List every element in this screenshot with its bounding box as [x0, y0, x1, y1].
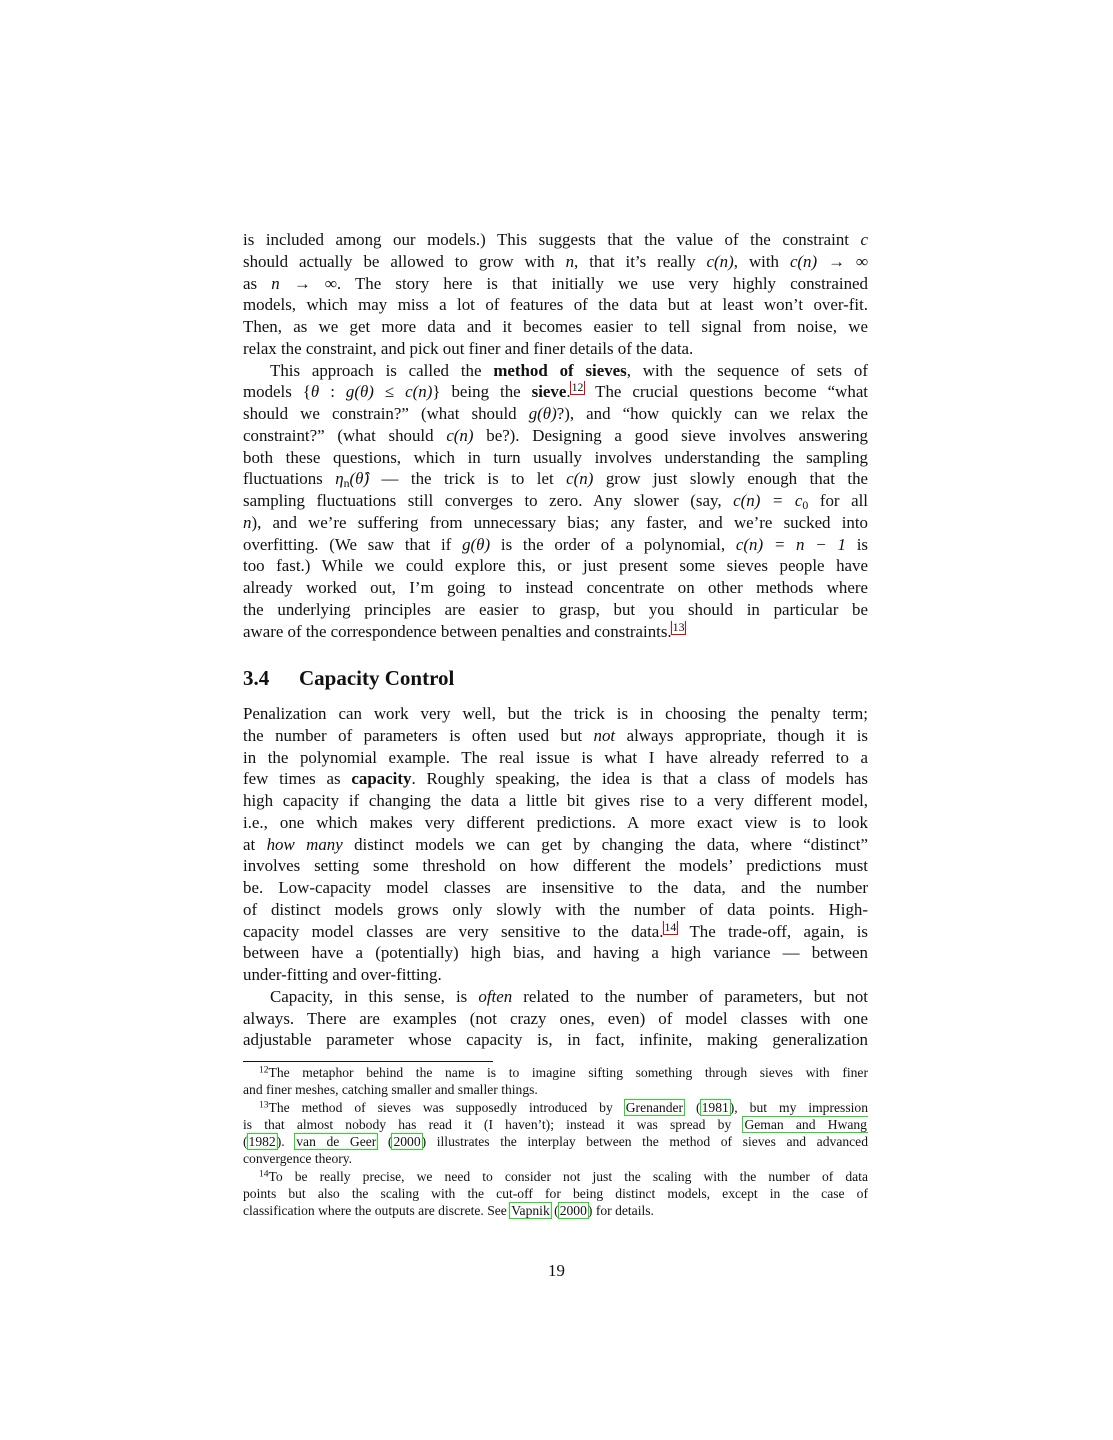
- text-line: [243, 1133, 868, 1150]
- footnote-link[interactable]: 14: [664, 920, 677, 934]
- text-run: , with the sequence of sets of: [626, 360, 868, 380]
- text-line: [243, 447, 868, 469]
- text-run: of distinct models grows only slowly with the number of data points. High-: [243, 899, 868, 919]
- math: c: [860, 230, 868, 249]
- text-run: is that almost nobody has read it (I haven’t); instead it was spread by: [243, 1116, 744, 1132]
- text-line: [243, 1116, 868, 1133]
- text-run: already worked out, I’m going to instead concentrate on other methods where: [243, 578, 868, 597]
- math: η: [335, 469, 344, 489]
- text-run: To be really precise, we need to consider not just the scaling with the number of data: [268, 1168, 868, 1184]
- text-line: [243, 768, 868, 790]
- citation-link[interactable]: 1981: [701, 1099, 729, 1115]
- math: (θ̂): [349, 469, 370, 489]
- text-line: [243, 1081, 868, 1098]
- emphasis: how many: [266, 834, 343, 854]
- text-run: ?), and “how quickly can we relax the: [556, 404, 868, 423]
- bold-term: capacity: [351, 769, 412, 789]
- citation-link[interactable]: Grenander: [625, 1099, 684, 1115]
- text-line: [243, 425, 868, 447]
- text-run: overfitting. (We saw that if: [243, 534, 463, 554]
- text-run: fluctuations: [243, 469, 336, 489]
- text-run: for all: [808, 491, 868, 510]
- text-line: [243, 1029, 868, 1051]
- citation-link[interactable]: 2000: [393, 1134, 421, 1150]
- text-run: both these questions, which in turn usually involves understanding the sampling: [243, 447, 868, 467]
- section-heading: [243, 666, 454, 691]
- text-run: distinct models we can get by changing the data, where “distinct”: [342, 834, 868, 854]
- text-line: [243, 490, 868, 512]
- footnote-number: 14: [259, 1169, 269, 1180]
- text-run: too fast.) While we could explore this, or just present some sieves people have: [243, 556, 868, 576]
- text-line: [243, 468, 868, 490]
- math: n: [243, 512, 252, 532]
- text-line: [243, 338, 868, 360]
- text-run: grow just slowly enough that the: [593, 469, 868, 489]
- text-line: [243, 834, 868, 856]
- math: c(n) = c: [733, 491, 803, 510]
- text-line: [243, 294, 868, 316]
- text-run: is the order of a polynomial,: [490, 534, 736, 554]
- footnote-link[interactable]: 12: [571, 381, 584, 395]
- citation-link[interactable]: Vapnik: [511, 1203, 550, 1219]
- text-run: convergence theory.: [243, 1151, 353, 1167]
- text-run: The crucial questions become “what: [584, 382, 868, 402]
- text-run: aware of the correspondence between penalties and constraints.: [243, 621, 672, 641]
- text-run: Then, as we get more data and it becomes easier to tell signal from noise, we: [243, 317, 868, 336]
- footnote-number: 12: [259, 1065, 269, 1076]
- text-run: Penalization can work very well, but the trick is in choosing the penalty term;: [243, 704, 868, 723]
- text-run: should we constrain?” (what should: [243, 404, 529, 423]
- text-run: involves setting some threshold on how different the models’ predictions must: [243, 856, 868, 876]
- text-run: the number of parameters is often used but: [243, 725, 594, 745]
- text-run: and finer meshes, catching smaller and smaller things.: [243, 1082, 538, 1098]
- text-run: — the trick is to let: [369, 469, 567, 489]
- text-run: Capacity, in this sense, is: [270, 986, 479, 1006]
- text-run: :: [319, 382, 346, 402]
- text-run: ).: [276, 1134, 296, 1150]
- text-run: few times as: [243, 769, 352, 789]
- text-run: models {: [243, 382, 311, 402]
- citation-link[interactable]: Geman and Hwang: [744, 1116, 867, 1132]
- section-number: 3.4: [243, 666, 270, 690]
- text-run: under-fitting and over-fitting.: [243, 965, 442, 984]
- math: g(θ): [462, 534, 491, 554]
- citation-link[interactable]: van de Geer: [296, 1134, 377, 1150]
- text-run: . Roughly speaking, the idea is that a class of models has: [411, 769, 868, 789]
- text-line: [243, 1185, 868, 1202]
- text-line: [243, 1008, 868, 1030]
- text-run: high capacity if changing the data a little bit gives rise to a very different model,: [243, 791, 868, 810]
- text-line: [243, 725, 868, 747]
- text-run: points but also the scaling with the cut-off for being distinct models, except in the case of: [243, 1186, 868, 1202]
- emphasis: often: [478, 986, 513, 1006]
- text-run: The metaphor behind the name is to imagine sifting something through sieves with finer: [268, 1065, 868, 1080]
- text-run: (: [684, 1099, 701, 1115]
- math: n: [565, 251, 575, 271]
- text-run: constraint?” (what should: [243, 425, 447, 445]
- text-run: i.e., one which makes very different predictions. A more exact view is to look: [243, 812, 868, 832]
- text-line: [243, 1064, 868, 1081]
- footnotes: [243, 1064, 868, 1220]
- math-subscript: n: [343, 476, 350, 490]
- text-run: (: [243, 1134, 248, 1150]
- text-run: (: [550, 1203, 559, 1219]
- text-run: ), and we’re suffering from unnecessary bias; any faster, and we’re sucked into: [251, 512, 868, 532]
- math: c(n): [706, 251, 734, 271]
- text-line: [243, 877, 868, 899]
- text-run: should actually be allowed to grow with: [243, 251, 566, 271]
- text-line: [243, 381, 868, 403]
- text-line: [243, 577, 868, 599]
- text-line: [243, 942, 868, 964]
- text-run: in the polynomial example. The real issue is what I have already referred to a: [243, 747, 868, 767]
- text-line: [243, 273, 868, 295]
- math: c(n): [446, 425, 474, 445]
- text-line: [243, 790, 868, 812]
- body-text-lower: [243, 703, 868, 1051]
- text-line: [243, 360, 868, 382]
- text-run: .: [566, 382, 571, 402]
- text-run: related to the number of parameters, but not: [512, 986, 868, 1006]
- text-run: be. Low-capacity model classes are insensitive to the data, and the number: [243, 878, 868, 897]
- text-line: [243, 747, 868, 769]
- text-line: [243, 1099, 868, 1116]
- text-run: relax the constraint, and pick out finer and finer details of the data.: [243, 338, 694, 358]
- text-run: The trade-off, again, is: [677, 921, 868, 941]
- text-line: [243, 512, 868, 534]
- text-run: } being the: [432, 382, 532, 402]
- text-line: [243, 986, 868, 1008]
- text-run: The method of sieves was supposedly introduced by: [268, 1099, 625, 1115]
- math: c(n) → ∞: [789, 251, 868, 271]
- text-run: adjustable parameter whose capacity is, in fact, infinite, making generalization: [243, 1030, 868, 1050]
- text-run: at: [243, 834, 267, 854]
- math: g(θ): [528, 404, 557, 423]
- text-run: . The story here is that initially we use very highly constrained: [336, 273, 868, 293]
- math-subscript: 0: [802, 497, 809, 512]
- citation-link[interactable]: 1982: [248, 1134, 276, 1150]
- text-run: sampling fluctuations still converges to zero. Any slower (say,: [243, 491, 734, 510]
- footnote-rule: [243, 1061, 493, 1062]
- text-run: , that it’s really: [574, 251, 707, 271]
- footnote-number: 13: [259, 1100, 269, 1111]
- footnote-link[interactable]: 13: [672, 620, 685, 634]
- text-line: [243, 921, 868, 943]
- math: c(n): [566, 469, 594, 489]
- text-run: between have a (potentially) high bias, and having a high variance — between: [243, 943, 868, 963]
- text-run: is included among our models.) This suggests that the value of the constraint: [243, 230, 861, 249]
- text-run: (: [377, 1134, 393, 1150]
- math: c(n) = n − 1: [735, 534, 846, 554]
- text-line: [243, 599, 868, 621]
- math: g(θ) ≤ c(n): [345, 382, 433, 402]
- body-text-upper: [243, 229, 868, 642]
- bold-term: method of sieves: [493, 360, 627, 380]
- text-line: [243, 964, 868, 986]
- math: n → ∞: [271, 273, 337, 293]
- text-run: classification where the outputs are discrete. See: [243, 1203, 511, 1219]
- text-run: be?). Designing a good sieve involves answering: [473, 425, 868, 445]
- text-run: always appropriate, though it is: [615, 725, 868, 745]
- bold-term: sieve: [531, 382, 567, 402]
- text-line: [243, 251, 868, 273]
- text-line: [243, 534, 868, 556]
- text-line: [243, 229, 868, 251]
- text-line: [243, 812, 868, 834]
- page-number: 19: [548, 1261, 565, 1280]
- text-run: , with: [733, 251, 790, 271]
- emphasis: not: [593, 725, 616, 745]
- math: θ: [310, 382, 320, 402]
- text-line: [243, 899, 868, 921]
- text-run: models, which may miss a lot of features of the data but at least won’t over-fit.: [243, 295, 868, 315]
- text-run: as: [243, 273, 272, 293]
- text-run: ), but my impression: [729, 1099, 868, 1115]
- text-line: [243, 703, 868, 725]
- text-run: is: [845, 534, 868, 554]
- citation-link[interactable]: 2000: [559, 1203, 587, 1219]
- text-line: [243, 621, 868, 643]
- text-line: [243, 555, 868, 577]
- text-line: [243, 855, 868, 877]
- text-run: capacity model classes are very sensitive to the data.: [243, 921, 664, 941]
- text-line: [243, 316, 868, 338]
- text-line: [243, 1150, 868, 1167]
- text-run: ) for details.: [587, 1203, 654, 1219]
- text-line: [243, 1168, 868, 1185]
- text-run: the underlying principles are easier to grasp, but you should in particular be: [243, 599, 868, 619]
- text-run: This approach is called the: [270, 360, 494, 380]
- text-line: [243, 403, 868, 425]
- text-run: always. There are examples (not crazy ones, even) of model classes with one: [243, 1008, 868, 1028]
- text-line: [243, 1202, 868, 1219]
- text-run: ) illustrates the interplay between the method of sieves and advanced: [421, 1134, 868, 1150]
- section-title: Capacity Control: [299, 666, 455, 690]
